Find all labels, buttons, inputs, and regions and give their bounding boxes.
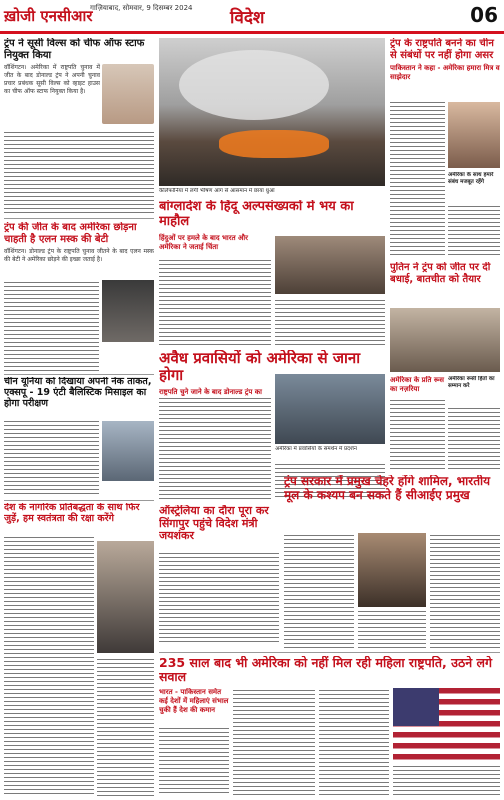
kicker-woman-president: भारत - पाकिस्तान समेत कई देशों में महिलाएं संभाल चुकी हैं देश की कमान — [159, 688, 229, 714]
story-citizenship — [4, 503, 154, 796]
story-australia — [159, 505, 279, 645]
divider — [4, 218, 154, 219]
dateline: गाज़ियाबाद, सोमवार, 9 दिसम्बर 2024 — [90, 4, 193, 12]
us-flag-image — [393, 688, 500, 760]
elon-musk-photo — [102, 280, 154, 342]
body-text-woman-president — [159, 726, 229, 796]
headline-indian-origin: ट्रंप सरकार में प्रमुख चेहरे होंगे शामिल, भारतीय मूल के कश्यप बन सकते हैं सीआईए प्रमुख — [284, 475, 491, 502]
headline-trump-susie: ट्रंप ने सूसी विल्स को चीफ ऑफ स्टाफ नियुक्त किया — [4, 38, 145, 61]
body-text-indian-origin-3 — [430, 533, 500, 650]
kicker-trump-china: पाकिस्तान ने कहा - अमेरिका हमारा मित्र व साझेदार — [390, 64, 500, 81]
kash-patel-photo — [358, 533, 426, 607]
body-text-woman-president-3 — [319, 688, 389, 796]
body-text-china-missile — [4, 419, 99, 497]
headline-trump-china: ट्रंप के राष्ट्रपति बनने का चीन से संबंधों पर नहीं होगा असर — [390, 38, 494, 61]
divider — [4, 374, 154, 375]
melania-trump-photo — [97, 541, 154, 653]
susie-wiles-photo — [102, 64, 154, 124]
kicker-putin: अमेरिका के प्रति रूस का नज़रिया — [390, 376, 445, 393]
lead-elon-musk: वॉशिंगटन। डोनाल्ड ट्रंप के राष्ट्रपति चुनाव जीतने के बाद एलन मस्क की बेटी ने अमेरिका छोड़ने की इच्छा जताई है। — [4, 248, 154, 263]
story-trump-susie — [4, 38, 154, 216]
bangladesh-protest-photo — [275, 236, 385, 294]
smoke-shape — [179, 50, 329, 120]
body-text-trump-china-2 — [448, 204, 500, 258]
body-text-woman-president-4 — [393, 764, 500, 796]
masthead — [0, 0, 504, 34]
headline-illegal-immigrants: अवैध प्रवासियों को अमेरिका से जाना होगा — [159, 350, 361, 385]
california-fire-photo — [159, 38, 385, 186]
body-text-woman-president-2 — [233, 688, 315, 796]
headline-citizenship: देश के नागरिक प्रतिबद्धता के साथ फिर जुड़ें, हम स्वतंत्रता की रक्षा करेंगे — [4, 503, 140, 524]
body-text-illegal-immigrants — [159, 396, 271, 500]
body-text-trump-china — [390, 100, 445, 258]
body-text-trump-susie — [4, 130, 154, 216]
headline-china-missile: चीन यूनिया को दिखाया अपनी नेक ताकत, एक्सपू - 19 एंटी बैलिस्टिक मिसाइल का होगा परीक्षण — [4, 377, 152, 409]
divider — [4, 500, 154, 501]
pullquote-putin: अमेरिका रूसी हितों का सम्मान करे — [448, 376, 495, 389]
newspaper-logo: ख़ोजी एनसीआर — [4, 7, 93, 25]
fire-shape — [219, 130, 329, 158]
body-text-bangladesh-2 — [275, 298, 385, 345]
immigrants-photo-caption: अमेरिका में प्रवासियों के समर्थन में प्रदर्शन — [275, 446, 357, 452]
body-text-putin-2 — [448, 406, 500, 472]
pullquote-trump-china: अमेरिका के साथ हमारे संबंध मजबूत रहेंगे — [448, 172, 494, 185]
body-text-elon-musk — [4, 280, 99, 372]
story-putin — [390, 262, 500, 472]
story-indian-origin — [284, 475, 500, 650]
kicker-bangladesh: हिंदुओं पर हमले के बाद भारत और अमेरिका ने जताई चिंता — [159, 233, 249, 251]
story-elon-musk — [4, 222, 154, 372]
story-china-missile — [4, 377, 154, 497]
body-text-citizenship — [4, 535, 94, 796]
putin-photo — [390, 308, 500, 372]
page-number: 06 — [470, 3, 498, 27]
body-text-citizenship-2 — [97, 657, 154, 796]
body-text-indian-origin — [284, 533, 354, 650]
kicker-illegal-immigrants: राष्ट्रपति चुने जाने के बाद डोनाल्ड ट्रंप का — [159, 387, 262, 396]
body-text-australia — [159, 551, 279, 645]
headline-bangladesh: बांग्लादेश के हिंदू अल्पसंख्यकों में भय का माहौल — [159, 200, 354, 229]
story-woman-president — [159, 656, 500, 796]
story-bangladesh — [159, 200, 385, 345]
california-fire-caption: कैलिफोर्निया में लगी भीषण आग से आसमान में छाया धुआं — [159, 188, 275, 194]
missile-photo — [102, 421, 154, 481]
divider — [159, 652, 500, 653]
story-trump-china — [390, 38, 500, 258]
body-text-indian-origin-2 — [358, 609, 426, 650]
headline-australia: ऑस्ट्रेलिया का दौरा पूरा कर सिंगापुर पहुंचे विदेश मंत्री जयशंकर — [159, 505, 269, 543]
headline-putin: पुतिन ने ट्रंप को जीत पर दी बधाई, बातचीत को तैयार — [390, 262, 491, 285]
body-text-putin — [390, 398, 445, 472]
lead-trump-susie: वॉशिंगटन। अमेरिका में राष्ट्रपति चुनाव में जीत के बाद डोनाल्ड ट्रंप ने अपनी चुनाव प्रचार प्रबंधक सूसी विल्स को व्हाइट हाउस का चीफ ऑफ स्टाफ नियुक्त किया है। — [4, 64, 100, 95]
trump-photo — [448, 102, 500, 168]
us-flag-canton — [393, 688, 439, 726]
section-title: विदेश — [230, 8, 265, 28]
headline-woman-president: 235 साल बाद भी अमेरिका को नहीं मिल रही महिला राष्ट्रपति, उठने लगे सवाल — [159, 656, 493, 685]
headline-elon-musk: ट्रंप की जीत के बाद अमेरिका छोड़ना चाहती है एलन मस्क की बेटी — [4, 222, 137, 245]
immigrants-photo — [275, 374, 385, 444]
body-text-bangladesh — [159, 258, 271, 345]
